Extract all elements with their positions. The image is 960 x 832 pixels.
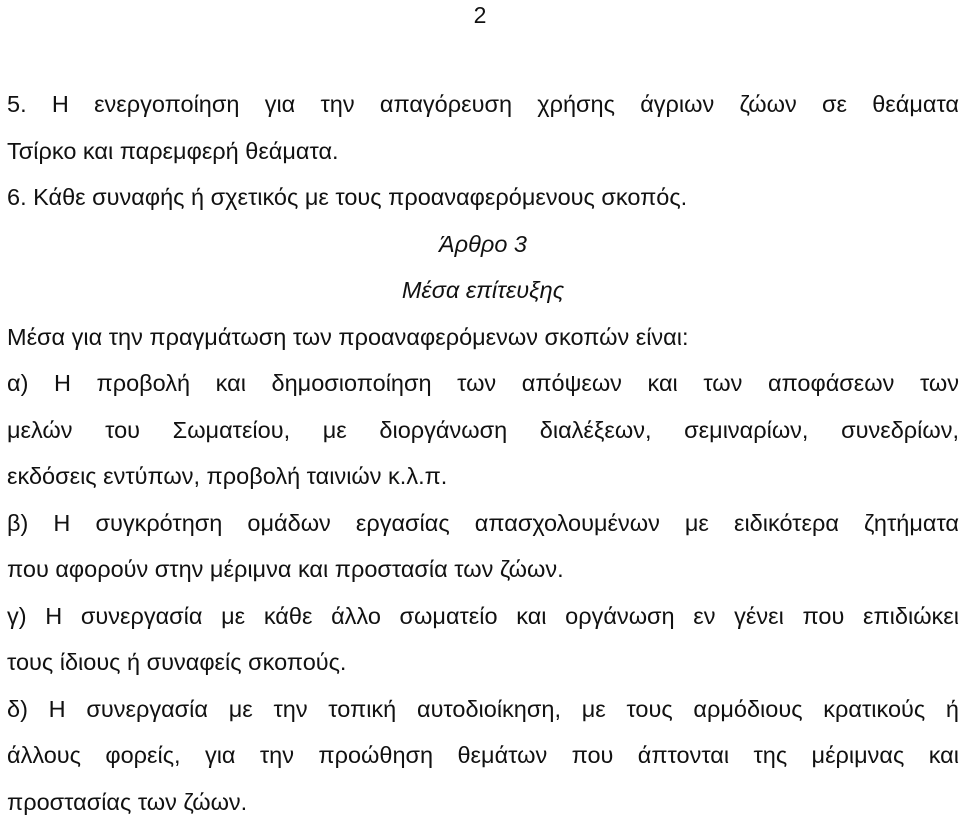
article-intro: Μέσα για την πραγμάτωση των προαναφερόμενων σκοπών είναι: bbox=[7, 323, 689, 350]
clause-d-line-3: προστασίας των ζώων. bbox=[7, 788, 248, 815]
document-body bbox=[7, 81, 959, 825]
clause-d-line-1: δ) Η συνεργασία με την τοπική αυτοδιοίκηση, με τους αρμόδιους κρατικούς ή bbox=[7, 695, 959, 722]
clause-b-line-2: που αφορούν στην μέριμνα και προστασία των ζώων. bbox=[7, 556, 564, 582]
clause-d-line-2: άλλους φορείς, για την προώθηση θεμάτων που άπτονται της μέριμνας και bbox=[7, 742, 959, 768]
article-heading: Άρθρο 3 bbox=[438, 230, 527, 257]
clause-b-line-1: β) Η συγκρότηση ομάδων εργασίας απασχολουμένων με ειδικότερα ζητήματα bbox=[7, 509, 959, 536]
clause-a-line-2: μελών του Σωματείου, με διοργάνωση διαλέξεων, σεμιναρίων, συνεδρίων, bbox=[7, 416, 959, 443]
list-item-6: 6. Κάθε συναφής ή σχετικός με τους προαναφερόμενους σκοπός. bbox=[7, 184, 688, 210]
clause-c-line-1: γ) Η συνεργασία με κάθε άλλο σωματείο και οργάνωση εν γένει που επιδιώκει bbox=[7, 602, 959, 629]
list-item-5-line-1: 5. Η ενεργοποίηση για την απαγόρευση χρήσης άγριων ζώων σε θεάματα bbox=[7, 91, 959, 117]
clause-a-line-3: εκδόσεις εντύπων, προβολή ταινιών κ.λ.π. bbox=[7, 463, 448, 489]
page-number: 2 bbox=[473, 2, 487, 28]
list-item-5-line-2: Τσίρκο και παρεμφερή θεάματα. bbox=[7, 137, 339, 164]
clause-c-line-2: τους ίδιους ή συναφείς σκοπούς. bbox=[7, 649, 347, 675]
clause-a-line-1: α) Η προβολή και δημοσιοποίηση των απόψεων και των αποφάσεων των bbox=[7, 370, 959, 396]
article-subheading: Μέσα επίτευξης bbox=[401, 277, 565, 303]
